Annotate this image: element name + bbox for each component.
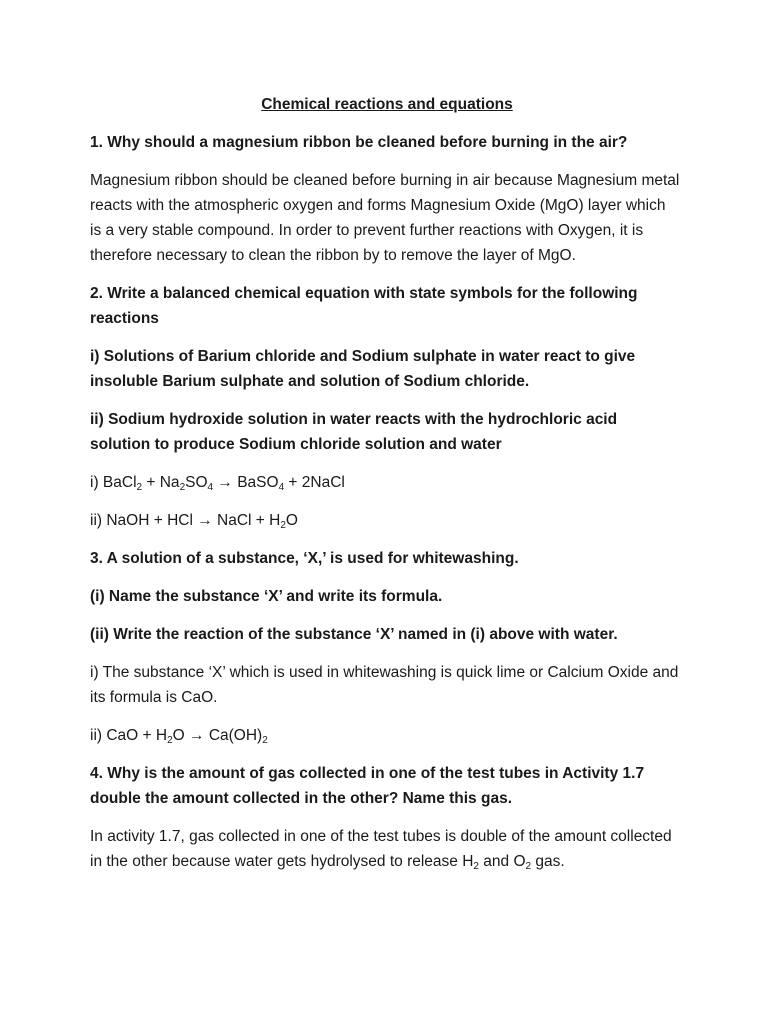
subscript: 2 [473,861,479,872]
answer-3-i: i) The substance ‘X’ which is used in whitewashing is quick lime or Calcium Oxide and its formula is CaO. [90,664,679,706]
answer-4 [90,824,680,874]
subscript: 2 [262,735,268,746]
document-page [90,92,680,887]
question-3: 3. A solution of a substance, ‘X,’ is used for whitewashing. [90,550,519,567]
equation-text: O → Ca(OH) [172,727,263,744]
question-2-part-i: i) Solutions of Barium chloride and Sodium sulphate in water react to give insoluble Barium sulphate and solution of Sodium chloride. [90,348,636,390]
question-2: 2. Write a balanced chemical equation with state symbols for the following reactions [90,285,638,327]
equation-2-i [90,470,680,495]
equation-text: → BaSO [213,474,279,491]
question-2-part-ii: ii) Sodium hydroxide solution in water reacts with the hydrochloric acid solution to produce Sodium chloride solution and water [90,411,618,453]
equation-text: i) BaCl [90,474,137,491]
subscript: 4 [207,482,214,493]
equation-text: ii) NaOH + HCl → NaCl + H [90,512,281,529]
subscript: 2 [136,482,143,493]
subscript: 2 [179,482,186,493]
question-1: 1. Why should a magnesium ribbon be cleaned before burning in the air? [90,134,628,151]
equation-text: O [285,512,298,529]
question-3-part-i: (i) Name the substance ‘X’ and write its formula. [90,588,443,605]
equation-text: SO [185,474,208,491]
equation-3-ii [90,723,680,748]
subscript: 4 [278,482,285,493]
equation-2-ii [90,508,680,533]
equation-text: + Na [142,474,180,491]
answer-text: gas. [531,853,565,870]
answer-text: and O [478,853,526,870]
answer-1: Magnesium ribbon should be cleaned before burning in air because Magnesium metal reacts with the atmospheric oxygen and forms Magnesium Oxide (MgO) layer which is a very stable compound. In order to prevent further reactions with Oxygen, it is therefore necessary to clean the ribbon by to remove the layer of MgO. [90,172,680,264]
page-title: Chemical reactions and equations [261,96,513,113]
answer-text: In activity 1.7, gas collected in one of the test tubes is double of the amount collected in the other because water gets hydrolysed to release H [90,828,672,870]
subscript: 2 [525,861,532,872]
subscript: 2 [167,735,173,746]
question-3-part-ii: (ii) Write the reaction of the substance ‘X’ named in (i) above with water. [90,626,618,643]
equation-text: ii) CaO + H [90,727,168,744]
question-4: 4. Why is the amount of gas collected in one of the test tubes in Activity 1.7 double the amount collected in the other? Name this gas. [90,765,645,807]
equation-text: + 2NaCl [284,474,345,491]
subscript: 2 [280,520,286,531]
